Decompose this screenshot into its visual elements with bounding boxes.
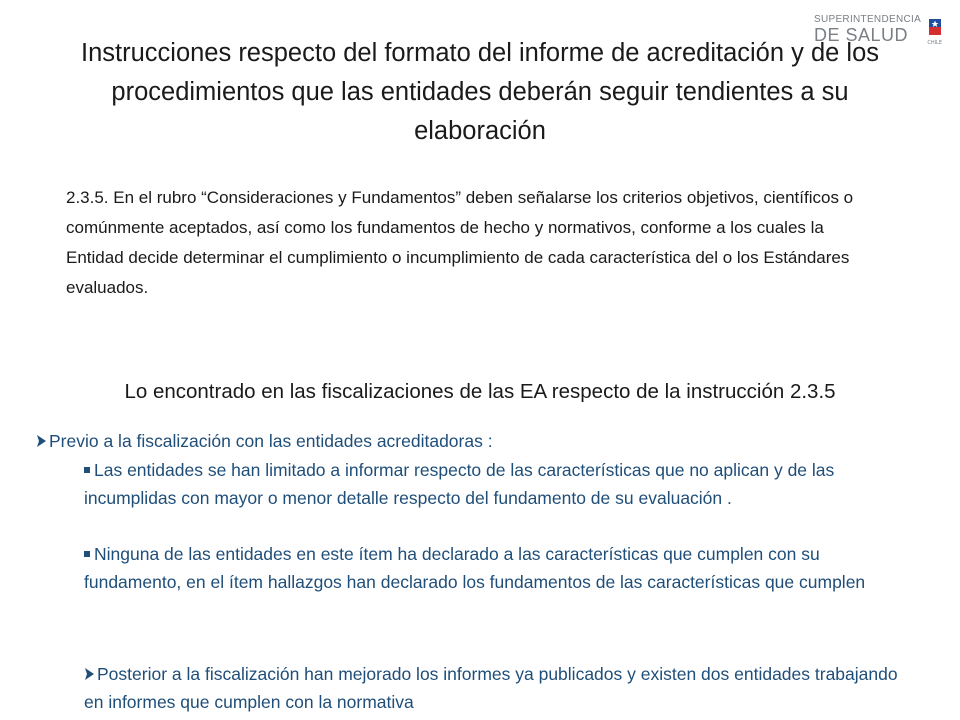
finding-item-after	[84, 660, 914, 716]
logo-line1: SUPERINTENDENCIA	[814, 14, 922, 25]
finding-subitem-1-text: Las entidades se han limitado a informar respecto de las características que no aplican y de las incumplidas con mayor o menor detalle respecto del fundamento de su evaluación .	[84, 460, 835, 508]
logo-line2: DE SALUD	[814, 25, 909, 45]
finding-subitem-1	[84, 456, 914, 512]
arrow-bullet-icon	[84, 667, 95, 681]
instruction-paragraph: 2.3.5. En el rubro “Consideraciones y Fundamentos” deben señalarse los criterios objetivos, científicos o comúnmente aceptados, así como los fundamentos de hecho y normativos, conforme a los cuales la Entidad decide determinar el cumplimiento o incumplimiento de cada característica del o los Estándares evaluados.	[66, 188, 854, 297]
logo-country: CHILE	[927, 40, 942, 46]
findings-heading: Lo encontrado en las fiscalizaciones de las EA respecto de la instrucción 2.3.5	[124, 380, 836, 403]
chile-shield-icon	[928, 18, 942, 38]
square-bullet-icon	[84, 551, 90, 557]
arrow-bullet-icon	[36, 434, 47, 448]
finding-item-before-text: Previo a la fiscalización con las entidades acreditadoras :	[49, 431, 493, 451]
finding-item-before	[36, 428, 916, 454]
finding-subitem-2	[84, 540, 914, 596]
square-bullet-icon	[84, 467, 90, 473]
slide-title: Instrucciones respecto del formato del informe de acreditación y de los procedimientos que las entidades deberán seguir tendientes a su elaboración	[81, 39, 879, 145]
finding-subitem-2-text: Ninguna de las entidades en este ítem ha declarado a las características que cumplen con su fundamento, en el ítem hallazgos han declarado los fundamentos de las características que cumplen	[84, 544, 866, 592]
finding-item-after-text: Posterior a la fiscalización han mejorado los informes ya publicados y existen dos entidades trabajando en informes que cumplen con la normativa	[84, 664, 898, 712]
